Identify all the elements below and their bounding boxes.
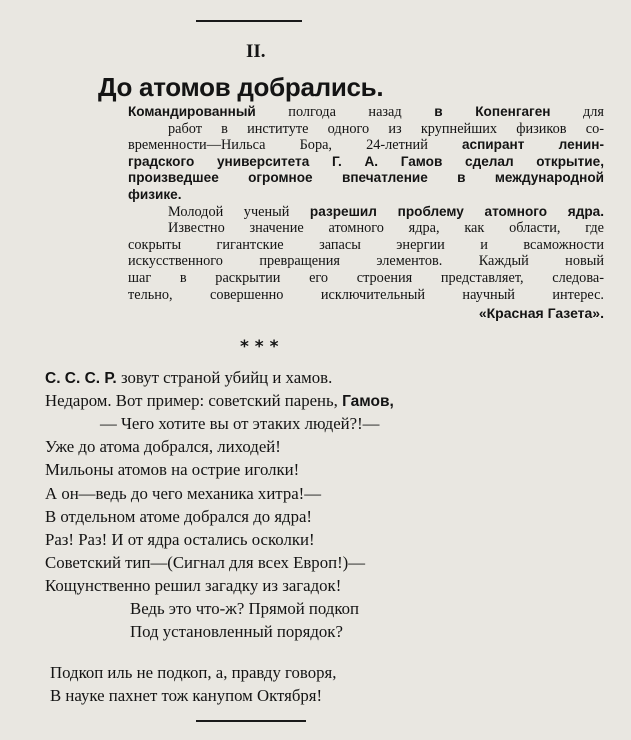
quote-line — [128, 220, 604, 237]
text-run: В отдельном атоме добрался до ядра! — [45, 506, 313, 526]
verse-line — [45, 368, 332, 388]
text-run: Кощунственно решил загадку из загадок! — [45, 575, 342, 595]
verse-line — [100, 414, 379, 434]
quote-line — [128, 237, 604, 254]
top-divider — [196, 20, 302, 22]
text-run: Молодой ученый — [168, 203, 310, 220]
quote-line — [128, 104, 604, 121]
bold-run: в Копенгаген — [434, 104, 551, 119]
text-run: работ в институте одного из крупнейших физиков со- — [168, 120, 604, 137]
text-run: Под установленный порядок? — [130, 622, 343, 642]
quote-line — [128, 121, 604, 138]
bold-run: физике. — [128, 186, 182, 202]
bold-run: разрешил проблему атомного ядра. — [309, 203, 604, 219]
text-run: Советский тип—(Сигнал для всех Европ!)— — [45, 552, 366, 572]
text-run: для — [550, 104, 604, 120]
bold-run: произведшее огромное впечатление в международной — [128, 170, 604, 186]
quote-line — [128, 187, 604, 204]
text-run: шаг в раскрытии его строения представляет, следова- — [128, 269, 604, 286]
text-run: зовут страной убийц и хамов. — [116, 368, 333, 387]
couplet-line-2: В науке пахнет тож канупом Октября! — [50, 686, 323, 705]
quote-lines — [128, 104, 604, 303]
quote-line — [128, 253, 604, 270]
text-run: полгода назад — [255, 104, 435, 120]
asterism: * * * — [240, 337, 279, 357]
verse-line — [45, 460, 299, 480]
quote-line — [128, 270, 604, 287]
text-run: Ведь это что-ж? Прямой подкоп — [130, 599, 359, 618]
verse-line — [45, 507, 312, 527]
text-run: Уже до атома добрался, лиходей! — [45, 437, 281, 457]
bottom-divider — [196, 720, 306, 722]
text-run: сокрыты гигантские запасы энергии и всаможности — [128, 236, 604, 253]
verse-line — [45, 484, 321, 504]
quote-source: «Красная Газета». — [478, 305, 604, 322]
text-run: А он—ведь до чего механика хитра!— — [45, 483, 322, 503]
text-run: Мильоны атомов на острие иголки! — [45, 460, 300, 480]
bold-run: градского университета Г. А. Гамов сделал открытие, — [128, 153, 604, 169]
quote-line — [128, 204, 604, 221]
verse-line — [130, 622, 343, 642]
verse-line — [130, 599, 359, 619]
quote-line — [128, 170, 604, 187]
verse-line — [45, 391, 394, 411]
text-run: временности—Нильса Бора, 24-летний — [128, 137, 462, 154]
text-run: тельно, совершенно исключительный научный интерес. — [128, 286, 604, 303]
section-number: II. — [246, 41, 266, 62]
couplet-line-1: Подкоп иль не подкоп, а, правду говоря, — [50, 663, 337, 682]
bold-run: аспирант ленин- — [461, 137, 604, 153]
text-run: Недаром. Вот пример: советский парень, — [45, 391, 343, 411]
text-run: — Чего хотите вы от этаких людей?!— — [100, 414, 380, 434]
verse-line — [45, 530, 315, 550]
verse-line — [45, 553, 365, 573]
bold-run: Гамов, — [342, 393, 394, 411]
headline: До атомов добрались. — [98, 72, 384, 102]
news-quote — [128, 104, 604, 321]
text-run: искусственного превращения элементов. Каждый новый — [128, 253, 604, 270]
bold-run: С. С. С. Р. — [45, 370, 117, 387]
text-run: Известно значение атомного ядра, как области, где — [168, 220, 604, 237]
quote-line — [128, 137, 604, 154]
bold-run: Командированный — [128, 104, 256, 119]
quote-line — [128, 287, 604, 304]
verse-line — [45, 576, 341, 596]
verse-line — [45, 437, 281, 457]
text-run: Раз! Раз! И от ядра остались осколки! — [45, 529, 315, 549]
quote-line — [128, 154, 604, 171]
